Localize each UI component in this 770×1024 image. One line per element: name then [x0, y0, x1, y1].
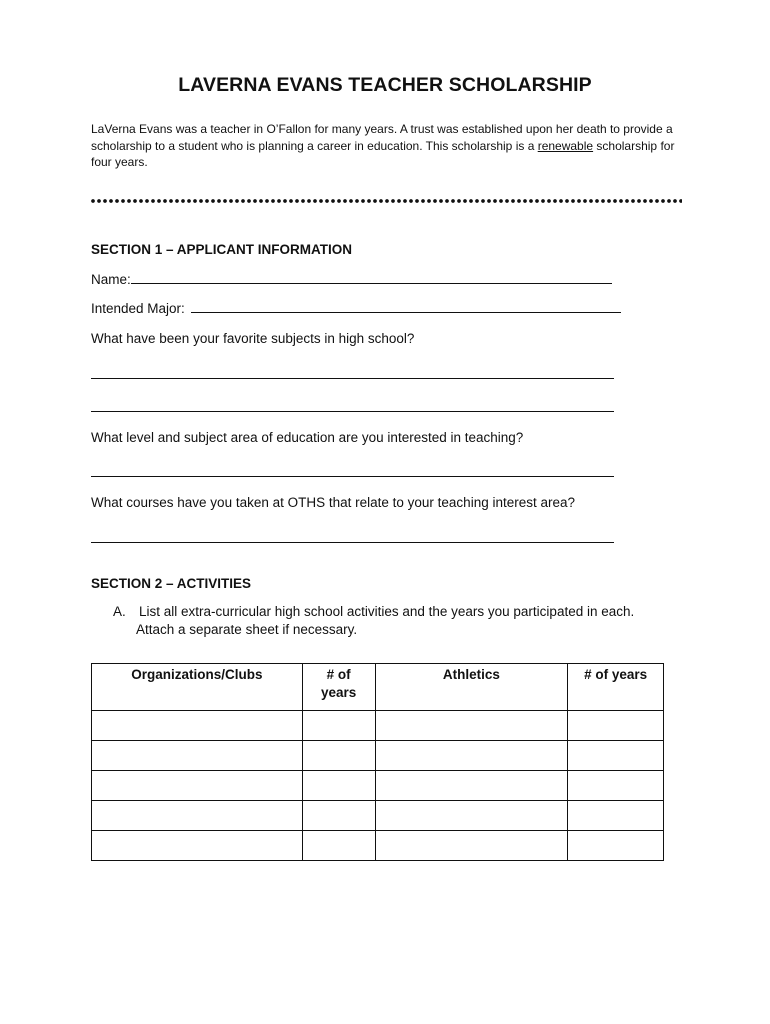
cell-organization[interactable]: [92, 741, 303, 771]
header-athletics: Athletics: [375, 664, 568, 711]
table-row: [92, 831, 664, 861]
table-row: [92, 741, 664, 771]
table-header-row: [92, 664, 664, 711]
name-row: [91, 270, 612, 287]
header-organizations-clubs: Organizations/Clubs: [92, 664, 303, 711]
header-clubs-years-line2: years: [321, 685, 357, 700]
question-oths-courses: What courses have you taken at OTHS that relate to your teaching interest area?: [91, 495, 576, 510]
page-title: LAVERNA EVANS TEACHER SCHOLARSHIP: [178, 74, 592, 96]
major-label: Intended Major:: [91, 301, 189, 316]
cell-organization-years[interactable]: [302, 831, 375, 861]
header-athletics-years: # of years: [568, 664, 664, 711]
question-favorite-subjects: What have been your favorite subjects in high school?: [91, 331, 415, 346]
question-teaching-level: What level and subject area of education are you interested in teaching?: [91, 430, 524, 445]
list-marker: A.: [113, 604, 126, 619]
answer-line-favorite-subjects-1[interactable]: [91, 378, 614, 379]
instruction-text-2: Attach a separate sheet if necessary.: [136, 622, 358, 637]
major-row: [91, 299, 621, 316]
name-field[interactable]: [131, 270, 612, 284]
cell-organization-years[interactable]: [302, 711, 375, 741]
section-2-heading: SECTION 2 – ACTIVITIES: [91, 576, 252, 591]
intro-text-end: scholarship for four years.: [91, 138, 675, 169]
cell-athletics-years[interactable]: [568, 801, 664, 831]
activities-table: [91, 663, 664, 861]
cell-athletics-years[interactable]: [568, 771, 664, 801]
cell-organization[interactable]: [92, 711, 303, 741]
answer-line-favorite-subjects-2[interactable]: [91, 411, 614, 412]
header-clubs-years: [302, 664, 375, 711]
instruction-text-1: List all extra-curricular high school activities and the years you participated in each.: [139, 604, 635, 619]
instruction-line-1: [113, 603, 634, 621]
cell-athletics[interactable]: [375, 801, 568, 831]
cell-organization[interactable]: [92, 801, 303, 831]
cell-organization-years[interactable]: [302, 741, 375, 771]
cell-athletics-years[interactable]: [568, 711, 664, 741]
cell-athletics-years[interactable]: [568, 741, 664, 771]
cell-organization-years[interactable]: [302, 801, 375, 831]
intro-text-start: LaVerna Evans was a teacher in O’Fallon for many years. A trust was established upon her death to provide a scholarship to a student who is planning a career in education. This scholarship is a: [91, 122, 673, 153]
cell-organization[interactable]: [92, 831, 303, 861]
cell-athletics-years[interactable]: [568, 831, 664, 861]
cell-athletics[interactable]: [375, 771, 568, 801]
table-row: [92, 771, 664, 801]
table-row: [92, 711, 664, 741]
intended-major-field[interactable]: [191, 299, 621, 313]
intro-paragraph: [91, 121, 691, 171]
activities-instruction: [113, 603, 634, 639]
dotted-divider: [90, 198, 682, 204]
intro-text-underlined: renewable: [537, 138, 594, 153]
cell-athletics[interactable]: [375, 831, 568, 861]
cell-organization-years[interactable]: [302, 771, 375, 801]
answer-line-teaching-level[interactable]: [91, 476, 614, 477]
cell-athletics[interactable]: [375, 711, 568, 741]
cell-athletics[interactable]: [375, 741, 568, 771]
section-1-heading: SECTION 1 – APPLICANT INFORMATION: [91, 242, 353, 257]
table-row: [92, 801, 664, 831]
cell-organization[interactable]: [92, 771, 303, 801]
name-label: Name:: [91, 272, 131, 287]
answer-line-oths-courses[interactable]: [91, 542, 614, 543]
header-clubs-years-line1: # of: [326, 667, 351, 682]
